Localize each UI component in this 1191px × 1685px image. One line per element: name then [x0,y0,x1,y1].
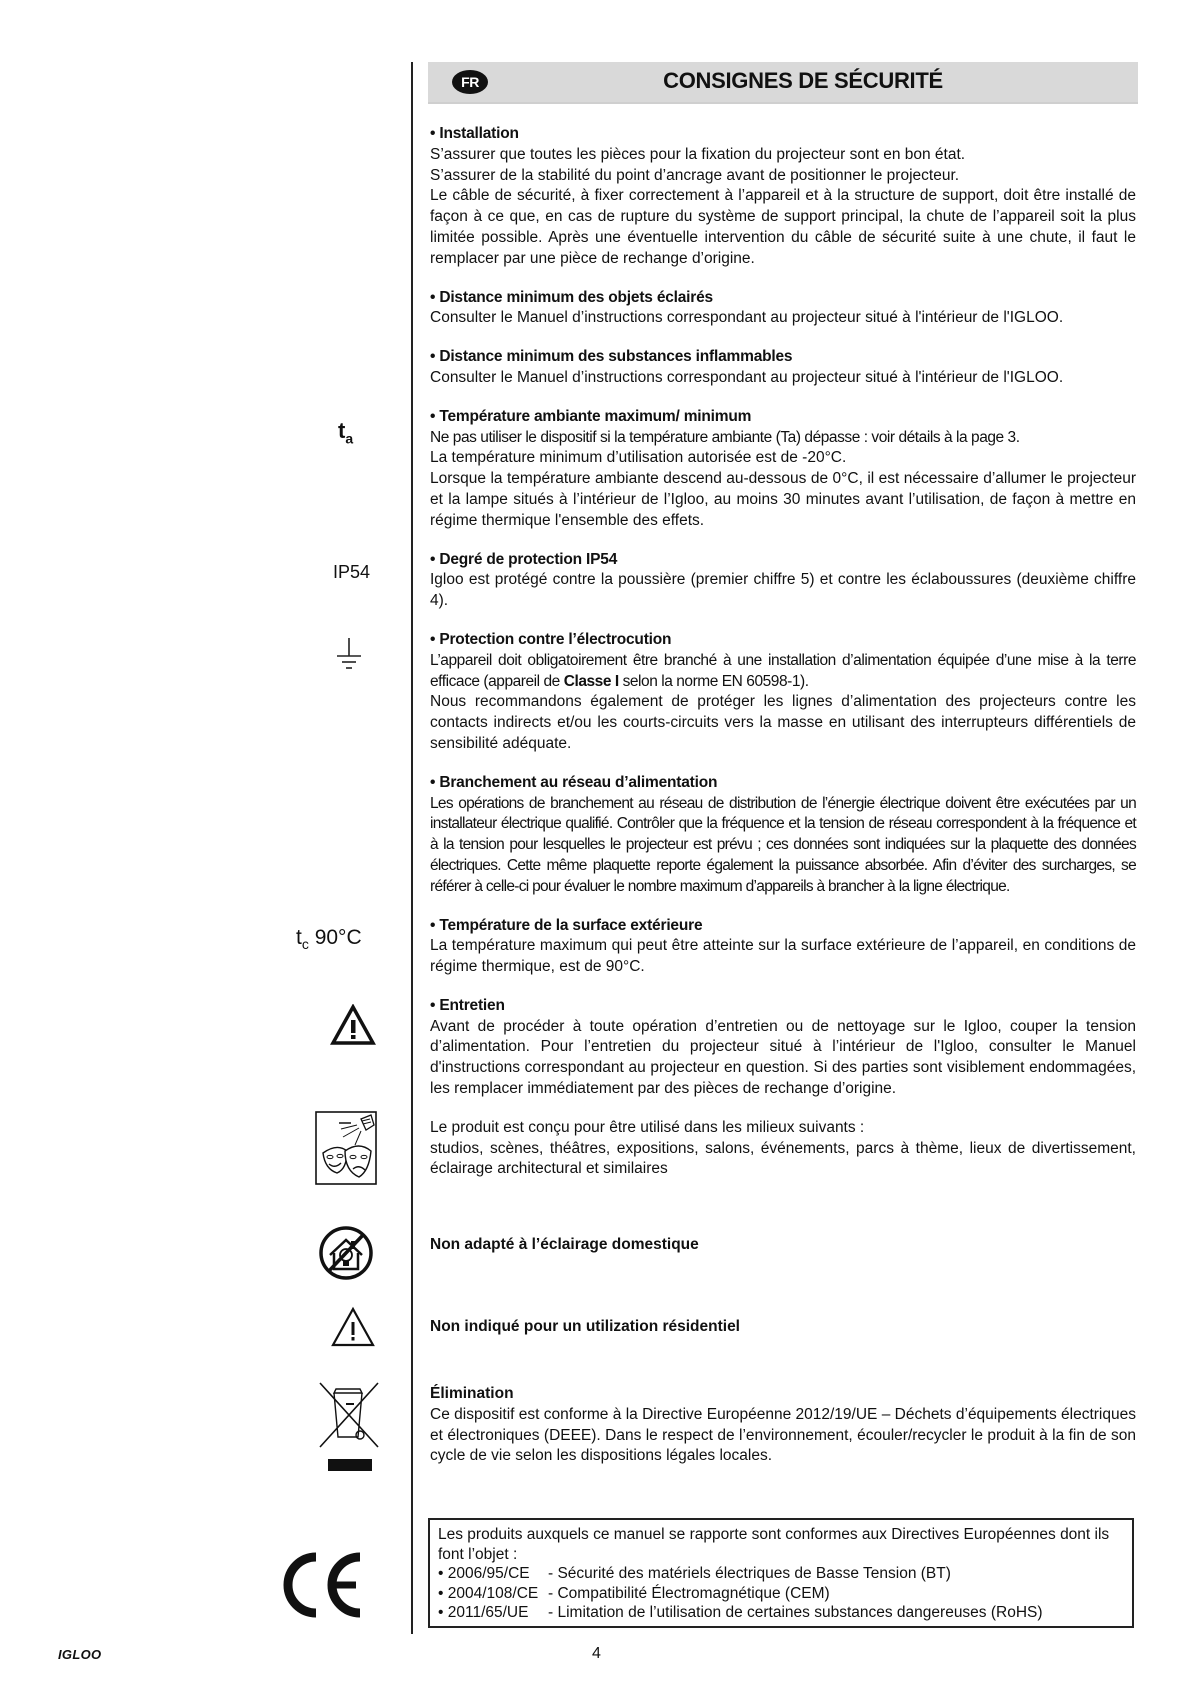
section-title: • Distance minimum des substances inflammables [430,348,793,366]
ta-t: t [338,418,346,443]
ce-mark-icon [280,1552,366,1618]
section-text: S’assurer que toutes les pièces pour la fixation du projecteur sont en bon état. [430,145,966,163]
not-domestic-notice: Non adapté à l’éclairage domestique [430,1236,699,1253]
usage-intro: Le produit est conçu pour être utilisé dans les milieux suivants : [430,1118,865,1136]
surface-temperature-symbol [296,926,362,952]
section-title: • Température ambiante maximum/ minimum [430,407,752,425]
section-text: Consulter le Manuel d’instructions correspondant au projecteur situé à l'intérieur de l'IGLOO. [430,309,1064,327]
section-text: Ne pas utiliser le dispositif si la température ambiante (Ta) dépasse : voir détails à la page 3. [430,428,1020,446]
section-ambient-temperature [430,407,1136,532]
tc-t: t [296,926,302,949]
usage-list: studios, scènes, théâtres, expositions, salons, événements, parcs à thème, lieux de divertissement, éclairage architectural et similaires [430,1139,1136,1178]
text-segment: selon la norme EN 60598-1). [618,672,809,690]
section-min-distance-flammables [430,347,1136,389]
section-title: • Température de la surface extérieure [430,916,703,934]
tc-sub: c [301,936,309,953]
directive-code: • 2004/108/CE [438,1584,539,1602]
section-text: La température minimum d’utilisation autorisée est de -20°C. [430,449,847,467]
section-min-distance-lit-objects [430,288,1136,330]
section-installation [430,124,1136,270]
section-text: Igloo est protégé contre la poussière (premier chiffre 5) et contre les éclaboussures (deuxième chiffre 4). [430,571,1136,610]
directive-code: • 2006/95/CE [438,1565,530,1582]
directive-desc: - Compatibilité Électromagnétique (CEM) [548,1584,830,1602]
page-number: 4 [592,1645,601,1662]
no-domestic-lighting-icon [318,1225,374,1281]
section-title: • Distance minimum des objets éclairés [430,288,713,306]
section-title: • Branchement au réseau d’alimentation [430,773,718,791]
class-label: Classe I [563,672,619,690]
section-text: Le câble de sécurité, à fixer correctement à l’appareil et à la structure de support, doit être installé de façon à ce que, en cas de rupture du système de support principal, la chute de l’appareil soit la plus limitée possible. Après une éventuelle intervention du câble de sécurité suite à une chute, il faut le remplacer par une pièce de rechange d’origine. [430,187,1136,267]
tc-value: 90°C [314,926,362,949]
disposal-text: Ce dispositif est conforme à la Directive Européenne 2012/19/UE – Déchets d’équipements électriques et électroniques (DEEE). Dans le respect de l’environnement, écouler/recycler le produit à la fin de son cycle de vie selon les dispositions légales locales. [430,1405,1136,1465]
ip-rating-label: IP54 [333,562,371,582]
ambient-temperature-symbol [338,418,353,446]
section-text: Consulter le Manuel d’instructions correspondant au projecteur situé à l'intérieur de l'IGLOO. [430,368,1064,386]
theatre-masks-spotlight-icon [315,1111,377,1185]
section-text: S’assurer de la stabilité du point d’ancrage avant de positionner le projecteur. [430,166,960,184]
section-text: La température maximum qui peut être atteinte sur la surface extérieure de l’appareil, en conditions de régime thermique, est de 90°C. [430,937,1136,976]
section-disposal [430,1384,1136,1467]
directive-row [438,1584,1124,1604]
section-text: Les opérations de branchement au réseau de distribution de l’énergie électrique doivent être exécutées par un installateur électrique qualifié. Contrôler que la fréquence et la tension de réseau correspondent à la fréquence et à la tension pour lesquelles le projecteur est prévu ; ces données sont indiquées sur la plaquette des données électriques. Cette même plaquette reporte également la puissance absorbée. Afin d’éviter des surcharges, se référer à celle-ci pour évaluer le nombre maximum d’appareils à brancher à la ligne électrique. [430,794,1136,895]
directive-row [438,1564,1124,1584]
footer-brand: IGLOO [58,1647,102,1662]
directive-desc: - Limitation de l’utilisation de certaines substances dangereuses (RoHS) [548,1604,1043,1621]
directive-code: • 2011/65/UE [438,1604,529,1621]
text-segment: L’appareil doit obligatoirement être branché à une installation d’alimentation équipée d’une mise à la terre efficace (appareil de [430,651,1136,690]
section-ip-protection [430,550,1136,612]
compliance-box [428,1518,1134,1628]
section-text [430,651,1136,693]
warning-triangle-icon [330,1004,376,1046]
column-divider [411,62,413,1634]
section-header [428,62,1138,104]
directive-desc: - Sécurité des matériels électriques de Basse Tension (BT) [548,1565,951,1582]
section-maintenance [430,996,1136,1100]
earth-ground-icon [334,638,364,674]
directive-row [438,1603,1124,1623]
section-usage-environments [430,1118,1136,1180]
language-badge: FR [452,70,488,94]
section-surface-temperature [430,916,1136,978]
crossed-out-wheelie-bin-icon [318,1381,380,1473]
compliance-intro: Les produits auxquels ce manuel se rapporte sont conformes aux Directives Européennes dont ils font l’objet : [438,1526,1110,1563]
section-title: • Entretien [430,996,505,1014]
page-title: CONSIGNES DE SÉCURITÉ [663,68,943,93]
safety-instructions [430,124,1136,1198]
ta-sub: a [345,430,354,447]
section-text: Lorsque la température ambiante descend au-dessous de 0°C, il est nécessaire d’allumer le projecteur et la lampe situés à l’intérieur de l’Igloo, au moins 30 minutes avant l’utilisation, de façon à mettre en régime thermique l'ensemble des effets. [430,470,1136,529]
section-title: • Installation [430,125,519,142]
section-title: • Degré de protection IP54 [430,550,618,568]
section-title: • Protection contre l’électrocution [430,630,672,648]
section-electrocution-protection [430,630,1136,755]
warning-triangle-icon [330,1306,376,1348]
not-residential-notice: Non indiqué pour un utilization résidentiel [430,1318,740,1335]
section-text: Avant de procéder à toute opération d’entretien ou de nettoyage sur le Igloo, couper la tension d’alimentation. Pour l’entretien du projecteur situé à l’intérieur de l'Igloo, consulter le Manuel d'instructions correspondant au projecteur en question. Si des parties sont visiblement endommagées, les remplacer immédiatement par des pièces de rechange d’origine. [430,1017,1136,1098]
section-text: Nous recommandons également de protéger les lignes d’alimentation des projecteurs contre les contacts indirects et/ou les courts-circuits vers la masse en utilisant des interrupteurs différentiels de sensibilité adéquate. [430,693,1136,752]
disposal-title: Élimination [430,1385,514,1402]
section-power-connection [430,773,1136,898]
